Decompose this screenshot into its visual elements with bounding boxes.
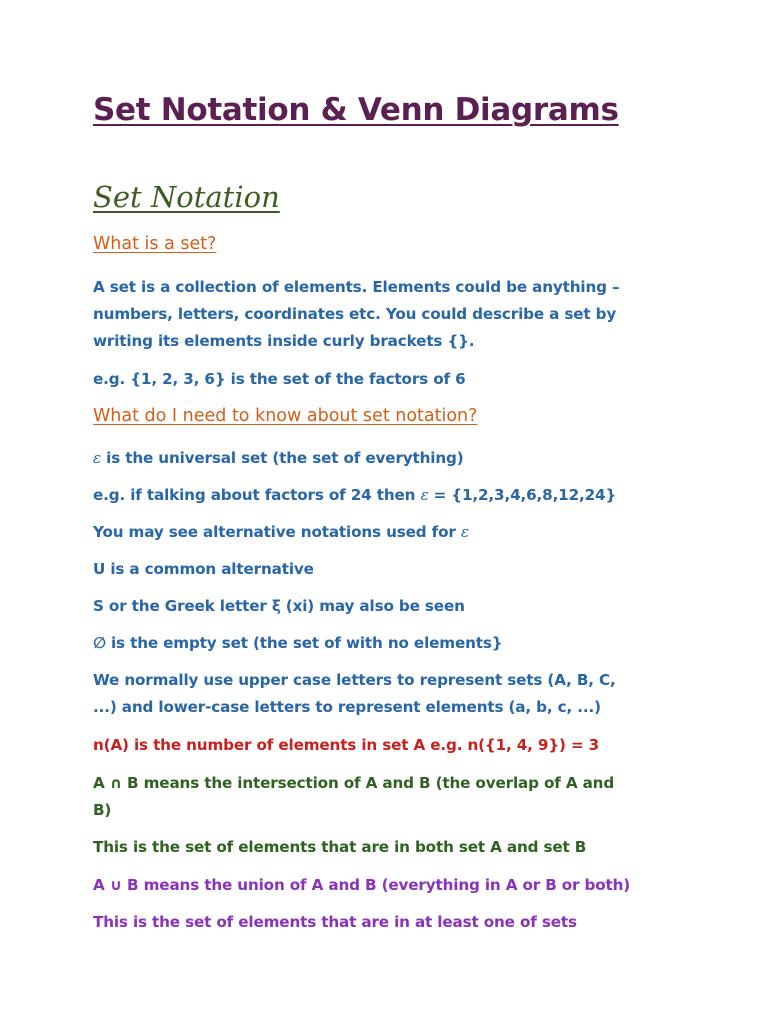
case-convention-line-2: ...) and lower-case letters to represent elements (a, b, c, ...) xyxy=(93,698,601,716)
subheading-need-to-know: What do I need to know about set notation? xyxy=(93,406,478,426)
intersection-line-2: B) xyxy=(93,801,112,819)
example-factors-of-6: e.g. {1, 2, 3, 6} is the set of the factors of 6 xyxy=(93,370,466,388)
definition-line-3: writing its elements inside curly brackets {}. xyxy=(93,332,475,350)
n-of-a-line: n(A) is the number of elements in set A e.g. n({1, 4, 9}) = 3 xyxy=(93,736,600,754)
document-title: Set Notation & Venn Diagrams xyxy=(93,92,619,128)
u-alternative-line: U is a common alternative xyxy=(93,560,314,578)
universal-set-example xyxy=(93,482,616,509)
union-detail: This is the set of elements that are in at least one of sets xyxy=(93,913,577,931)
universal-example-prefix: e.g. if talking about factors of 24 then xyxy=(93,486,421,504)
universal-example-suffix: = {1,2,3,4,6,8,12,24} xyxy=(428,486,617,504)
universal-set-text: is the universal set (the set of everything) xyxy=(101,449,464,467)
alt-notation-line xyxy=(93,519,469,546)
s-or-xi-line: S or the Greek letter ξ (xi) may also be seen xyxy=(93,597,465,615)
universal-set-line xyxy=(93,445,464,472)
intersection-line-1: A ∩ B means the intersection of A and B (the overlap of A and xyxy=(93,774,615,792)
union-line: A ∪ B means the union of A and B (everything in A or B or both) xyxy=(93,876,631,894)
empty-set-line: ∅ is the empty set (the set of with no elements} xyxy=(93,634,503,652)
universal-example-symbol: ε xyxy=(420,486,429,504)
section-heading-set-notation: Set Notation xyxy=(93,180,280,214)
alt-notation-text: You may see alternative notations used for xyxy=(93,523,461,541)
case-convention-line-1: We normally use upper case letters to represent sets (A, B, C, xyxy=(93,671,616,689)
subheading-what-is-a-set: What is a set? xyxy=(93,234,217,254)
universal-set-symbol: ε xyxy=(93,449,101,467)
alt-notation-symbol: ε xyxy=(460,523,469,541)
intersection-detail: This is the set of elements that are in both set A and set B xyxy=(93,838,587,856)
definition-line-1: A set is a collection of elements. Elements could be anything – xyxy=(93,278,620,296)
definition-line-2: numbers, letters, coordinates etc. You could describe a set by xyxy=(93,305,617,323)
